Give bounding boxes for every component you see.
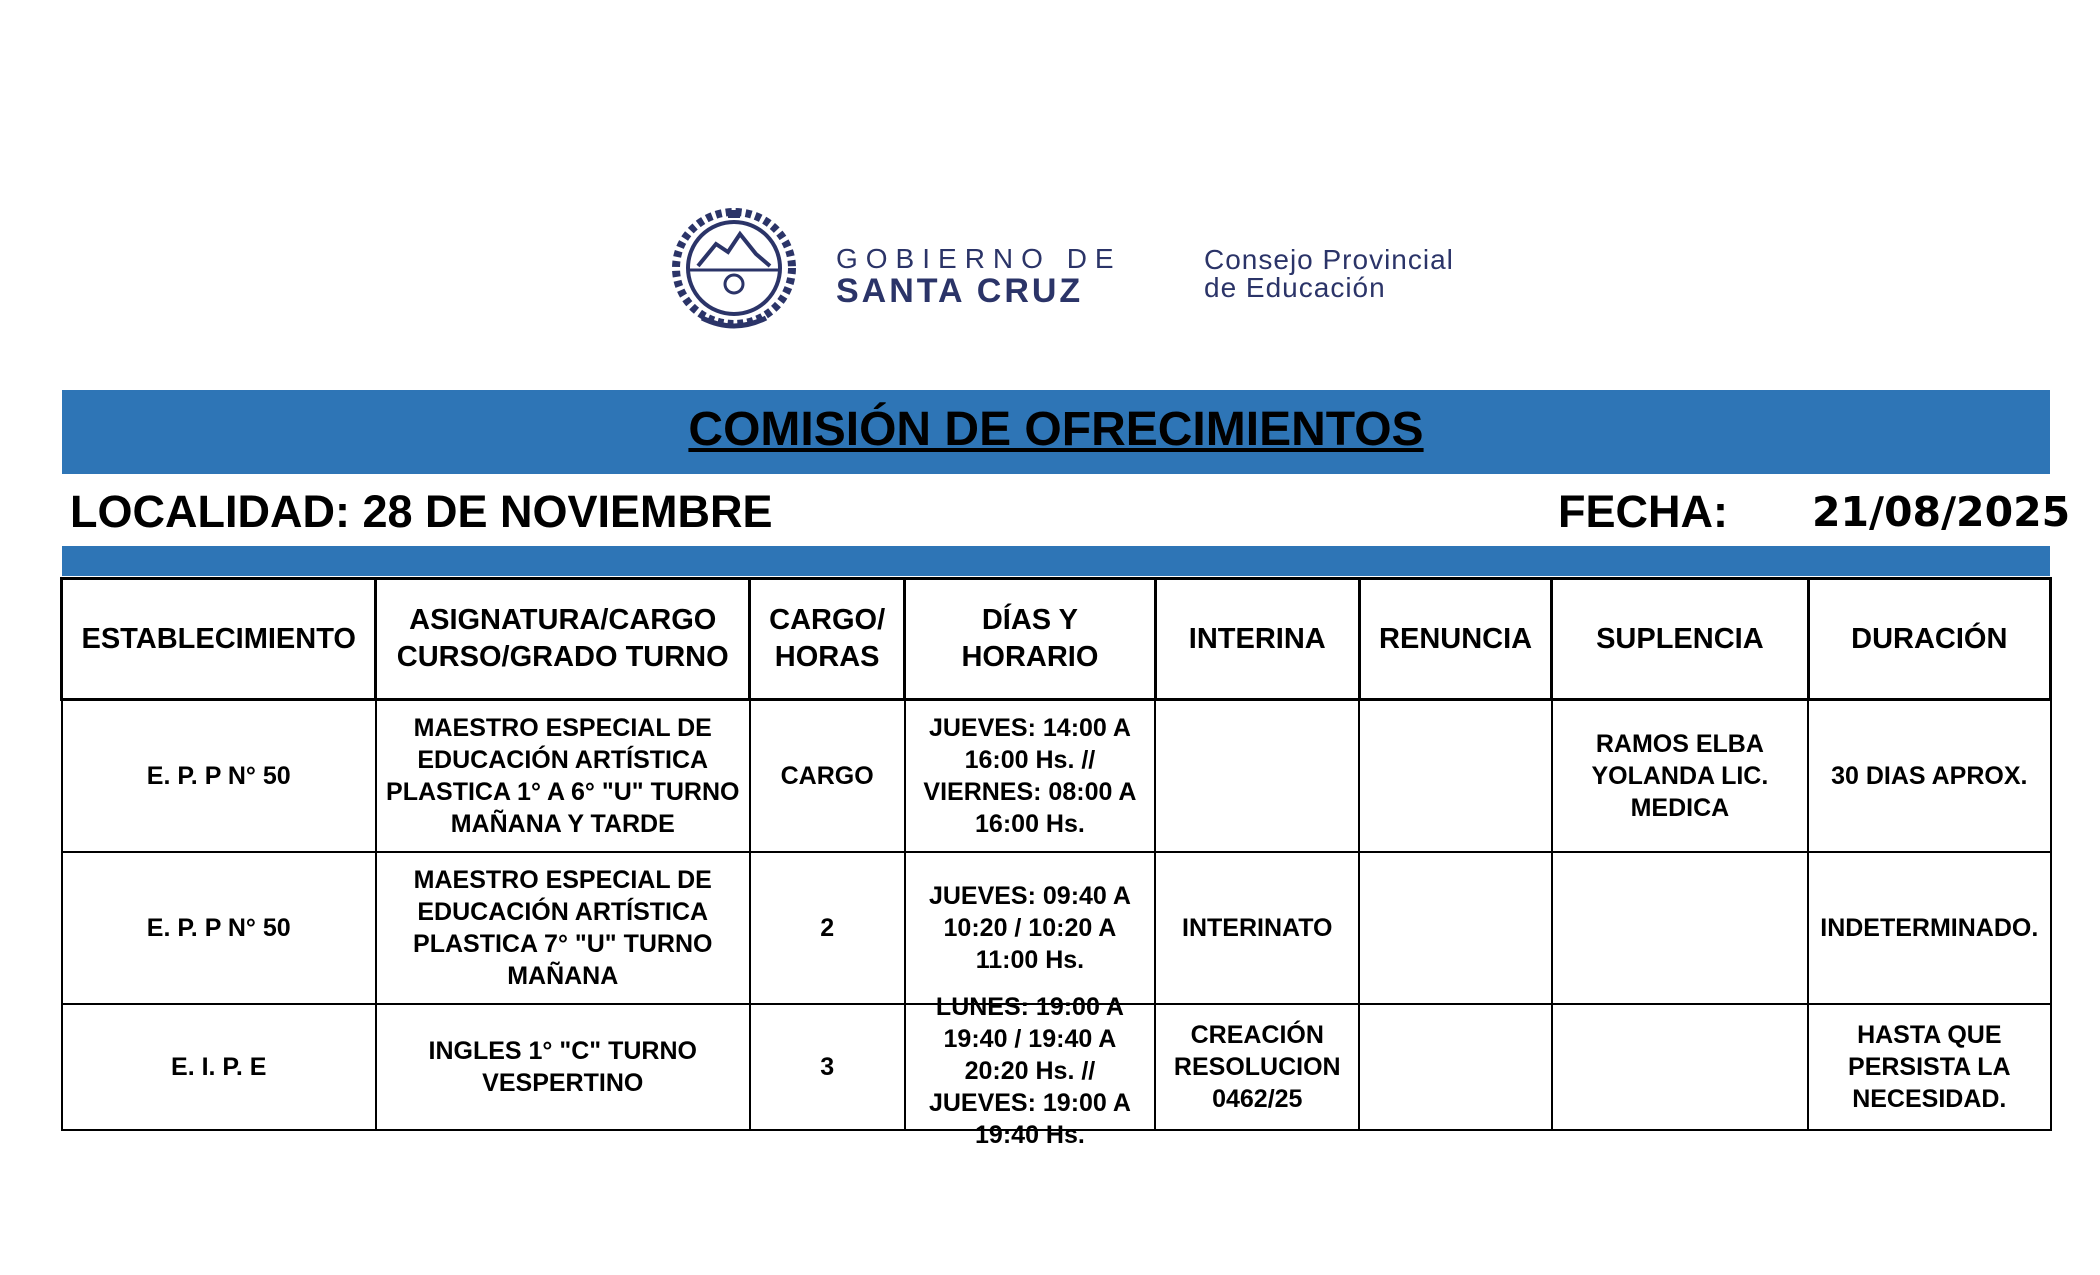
cell-renuncia — [1359, 1004, 1551, 1130]
table-row — [62, 852, 2051, 1004]
cell-suplencia — [1552, 1004, 1808, 1130]
cell-cargo-horas: 2 — [750, 852, 905, 1004]
cell-dias-horario-clipped — [905, 993, 1155, 1149]
header-asignatura: ASIGNATURA/CARGO CURSO/GRADO TURNO — [376, 579, 750, 700]
cell-suplencia: RAMOS ELBA YOLANDA LIC. MEDICA — [1552, 700, 1808, 853]
consejo-line1: Consejo Provincial — [1204, 244, 1454, 275]
cell-renuncia — [1359, 700, 1551, 853]
cell-interina: INTERINATO — [1155, 852, 1359, 1004]
cell-establecimiento: E. P. P N° 50 — [62, 852, 376, 1004]
gobierno-logo — [836, 244, 1122, 308]
header-interina: INTERINA — [1155, 579, 1359, 700]
localidad-text: LOCALIDAD: 28 DE NOVIEMBRE — [70, 486, 773, 537]
consejo-logo — [1204, 246, 1454, 302]
provincial-seal-icon — [668, 208, 800, 334]
cell-interina: CREACIÓN RESOLUCION 0462/25 — [1155, 1004, 1359, 1130]
title-band — [62, 390, 2050, 474]
cell-establecimiento: E. I. P. E — [62, 1004, 376, 1130]
header-duracion: DURACIÓN — [1808, 579, 2050, 700]
table-header-row — [62, 579, 2051, 700]
header-establecimiento: ESTABLECIMIENTO — [62, 579, 376, 700]
gobierno-line2: SANTA CRUZ — [836, 272, 1084, 310]
gobierno-line1: GOBIERNO DE — [836, 243, 1122, 274]
cell-duracion: INDETERMINADO. — [1808, 852, 2050, 1004]
divider-band — [62, 546, 2050, 576]
cell-asignatura: MAESTRO ESPECIAL DE EDUCACIÓN ARTÍSTICA PLASTICA 1° A 6° "U" TURNO MAÑANA Y TARDE — [376, 700, 750, 853]
header-cargo-horas: CARGO/ HORAS — [750, 579, 905, 700]
cell-duracion: 30 DIAS APROX. — [1808, 700, 2050, 853]
consejo-line2: de Educación — [1204, 272, 1386, 303]
cell-dias-horario: JUEVES: 14:00 A 16:00 Hs. // VIERNES: 08:00 A 16:00 Hs. — [905, 700, 1155, 853]
dias-horario-text: LUNES: 19:00 A 19:40 / 19:40 A 20:20 Hs. // JUEVES: 19:00 A 19:40 Hs. — [928, 993, 1131, 1149]
fecha-value: 21/08/2025 — [1812, 488, 2071, 536]
header-renuncia: RENUNCIA — [1359, 579, 1551, 700]
header-dias-horario: DÍAS Y HORARIO — [905, 579, 1155, 700]
cell-asignatura: MAESTRO ESPECIAL DE EDUCACIÓN ARTÍSTICA PLASTICA 7° "U" TURNO MAÑANA — [376, 852, 750, 1004]
cell-cargo-horas: CARGO — [750, 700, 905, 853]
header-logos — [668, 208, 1508, 338]
cell-cargo-horas: 3 — [750, 1004, 905, 1130]
cell-dias-horario: JUEVES: 09:40 A 10:20 / 10:20 A 11:00 Hs. — [905, 852, 1155, 1004]
cell-establecimiento: E. P. P N° 50 — [62, 700, 376, 853]
fecha-label: FECHA: — [1558, 486, 1728, 537]
cell-suplencia — [1552, 852, 1808, 1004]
header-suplencia: SUPLENCIA — [1552, 579, 1808, 700]
location-date-row — [62, 474, 2071, 546]
cell-interina — [1155, 700, 1359, 853]
dias-horario-clip — [912, 993, 1148, 1149]
table-row — [62, 700, 2051, 853]
page-title: COMISIÓN DE OFRECIMIENTOS — [688, 403, 1424, 456]
table-row — [62, 1004, 2051, 1130]
cell-duracion: HASTA QUE PERSISTA LA NECESIDAD. — [1808, 1004, 2050, 1130]
offers-table — [60, 577, 2052, 1149]
cell-renuncia — [1359, 852, 1551, 1004]
cell-asignatura: INGLES 1° "C" TURNO VESPERTINO — [376, 1004, 750, 1130]
